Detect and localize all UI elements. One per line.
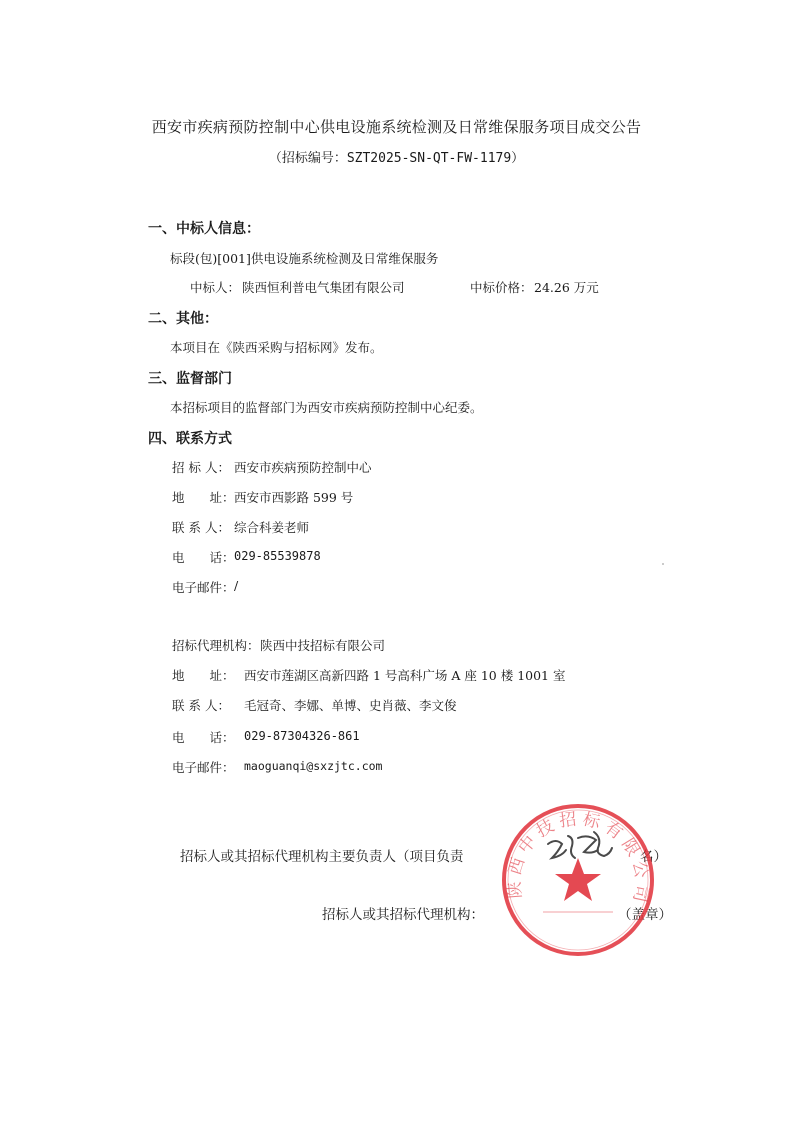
agency-address-label: 地 址： — [172, 668, 235, 683]
tenderer-phone: 029-85539878 — [234, 549, 321, 563]
tenderer-address: 西安市西影路 599 号 — [234, 490, 354, 505]
winner-label: 中标人： — [190, 280, 241, 295]
tenderer-person-label: 联 系 人： — [172, 520, 230, 535]
agency-person-label: 联 系 人： — [172, 698, 230, 713]
section-heading-other: 二、其他： — [148, 311, 218, 327]
agency-person: 毛冠奇、李娜、单博、史肖薇、李文俊 — [244, 698, 457, 713]
agency-phone: 029-87304326-861 — [244, 729, 360, 743]
other-text: 本项目在《陕西采购与招标网》发布。 — [170, 340, 383, 355]
tenderer-name: 西安市疾病预防控制中心 — [234, 460, 372, 475]
official-seal-stamp — [498, 800, 658, 960]
agency-name: 陕西中技招标有限公司 — [260, 638, 386, 653]
signature-line-1-start: 招标人或其招标代理机构主要负责人（项目负责 — [180, 849, 464, 865]
tenderer-phone-label: 电 话： — [172, 550, 235, 565]
agency-phone-label: 电 话： — [172, 730, 235, 745]
signature-line-2-end: （盖章） — [618, 907, 672, 923]
page-title: 西安市疾病预防控制中心供电设施系统检测及日常维保服务项目成交公告 — [151, 118, 642, 136]
agency-email-label: 电子邮件： — [172, 760, 235, 775]
winner-name: 陕西恒利普电气集团有限公司 — [242, 280, 405, 295]
tenderer-name-label: 招 标 人： — [172, 460, 230, 475]
agency-email: maoguanqi@sxzjtc.com — [244, 759, 383, 773]
bid-number: （招标编号：SZT2025-SN-QT-FW-1179） — [268, 151, 525, 166]
signature-line-2-start: 招标人或其招标代理机构： — [322, 907, 484, 923]
tenderer-person: 综合科姜老师 — [234, 520, 310, 535]
agency-address: 西安市莲湖区高新四路 1 号高科广场 A 座 10 楼 1001 室 — [244, 668, 566, 683]
svg-text:陕西中技招标有限公司: 陕西中技招标有限公司 — [504, 809, 652, 909]
supervision-text: 本招标项目的监督部门为西安市疾病预防控制中心纪委。 — [170, 400, 483, 415]
price-value: 24.26 万元 — [534, 280, 599, 295]
agency-name-label: 招标代理机构： — [172, 638, 260, 653]
price-label: 中标价格： — [470, 280, 533, 295]
tenderer-email: / — [234, 578, 239, 593]
scan-speck — [662, 563, 664, 565]
tenderer-email-label: 电子邮件： — [172, 580, 235, 595]
section-heading-contact: 四、联系方式 — [148, 431, 232, 447]
handwritten-signature — [548, 832, 612, 858]
section-heading-winner: 一、中标人信息： — [148, 221, 260, 237]
lot-text: 标段(包)[001]供电设施系统检测及日常维保服务 — [170, 251, 439, 266]
signature-line-1-end: 名） — [640, 849, 667, 865]
section-heading-supervision: 三、监督部门 — [148, 371, 232, 387]
tenderer-address-label: 地 址： — [172, 490, 235, 505]
